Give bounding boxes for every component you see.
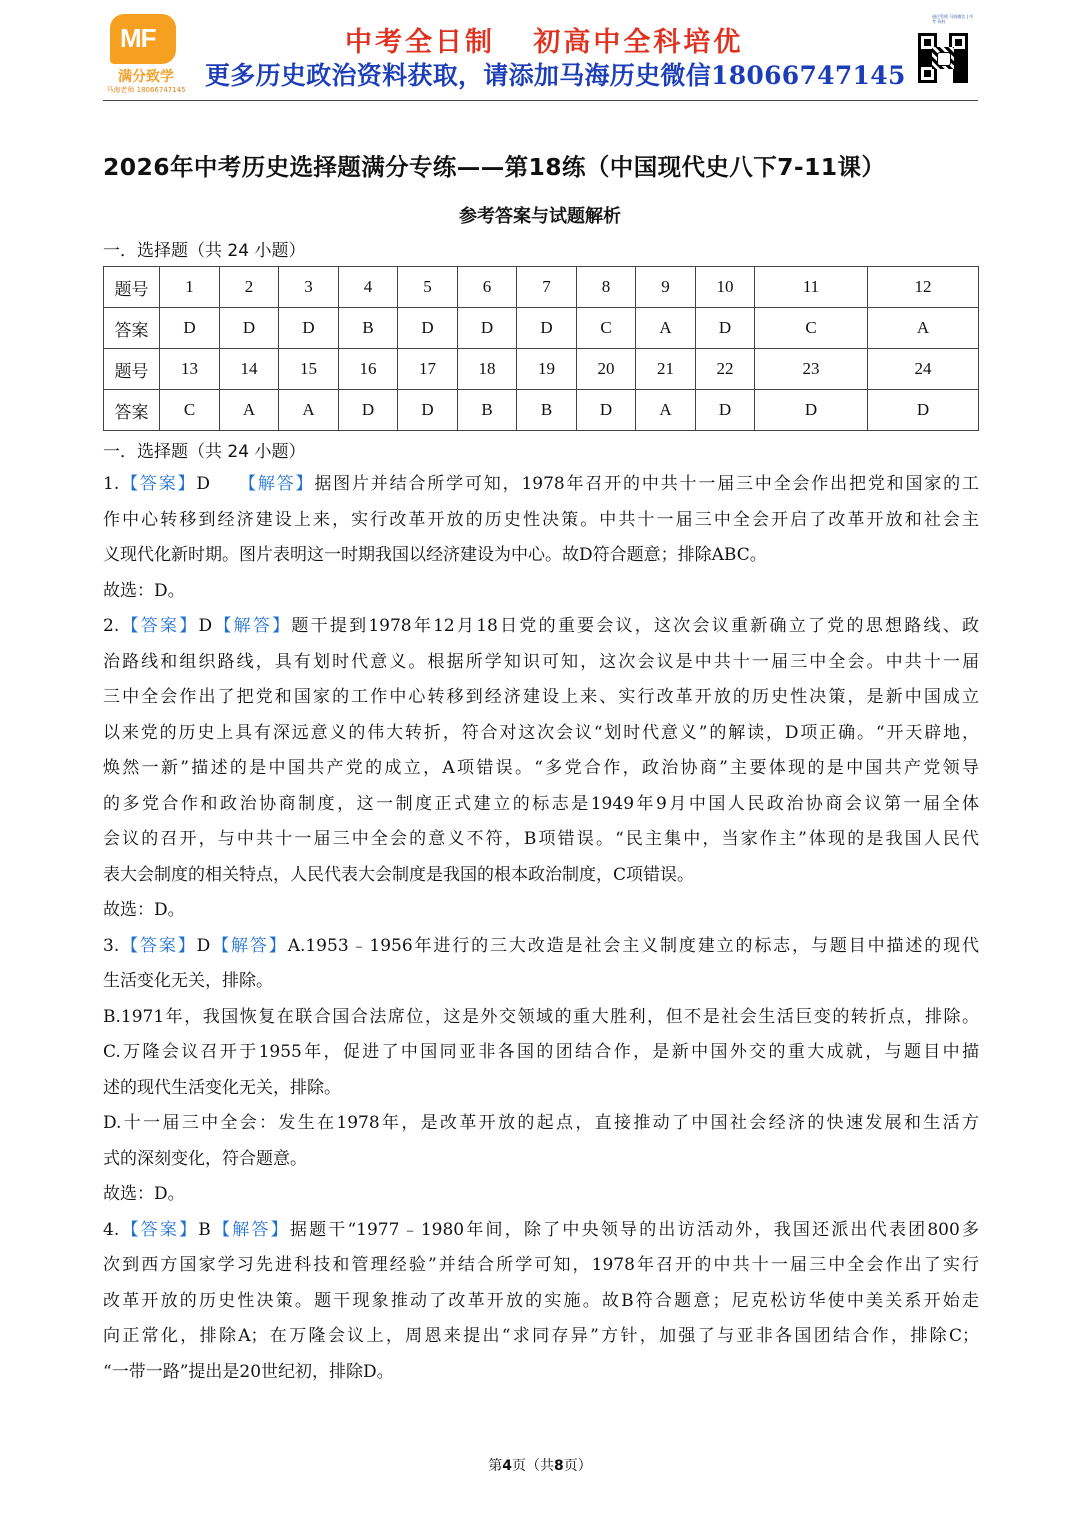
table-row	[104, 390, 979, 431]
row-header: 答案	[104, 390, 160, 431]
section-heading: 一．选择题（共 24 小题）	[103, 241, 306, 261]
question-number: 1.	[103, 474, 120, 494]
analysis-text: 据题干“1977﹣1980年间，除了中央领导的出访活动外，我国还派出代表团800多	[289, 1219, 980, 1240]
logo-mark: MF	[120, 23, 156, 53]
analysis-line: 以来党的历史上具有深远意义的伟大转折，符合对这次会议“划时代意义”的解读，D项正确。“开天辟地，	[103, 722, 979, 743]
answer-table	[103, 266, 979, 431]
question-number: 15	[279, 349, 339, 390]
question-number: 13	[160, 349, 220, 390]
analysis-line: 义现代化新时期。图片表明这一时期我国以经济建设为中心。故D符合题意；排除ABC。	[103, 545, 767, 565]
analysis-body	[103, 467, 979, 1390]
answer-cell: C	[160, 390, 220, 431]
analysis-tag: 【解答】	[210, 1219, 290, 1240]
analysis-line: 会议的召开，与中共十一届三中全会的意义不符，B项错误。“民主集中，当家作主”体现的是我国人民代	[103, 829, 979, 849]
analysis-line: 式的深刻变化，符合题意。	[103, 1148, 307, 1169]
analysis-line: 三中全会作出了把党和国家的工作中心转移到经济建设上来、实行改革开放的历史性决策，是新中国成立	[103, 687, 979, 707]
question-3-line	[103, 929, 979, 965]
answer-letter: D	[196, 474, 211, 494]
conclusion-line: 故选：D。	[103, 580, 185, 601]
answer-cell: A	[279, 390, 339, 431]
question-number: 5	[398, 267, 458, 308]
question-number: 1	[160, 267, 220, 308]
analysis-line: 焕然一新”描述的是中国共产党的成立，A项错误。“多党合作，政治协商”主要体现的是中国共产党领导	[103, 758, 979, 778]
analysis-line: 表大会制度的相关特点，人民代表大会制度是我国的根本政治制度，C项错误。	[103, 864, 695, 885]
answer-cell: C	[577, 308, 636, 349]
question-number: 11	[755, 267, 868, 308]
question-number: 7	[517, 267, 577, 308]
answer-cell: A	[220, 390, 279, 431]
question-number: 8	[577, 267, 636, 308]
answer-cell: A	[636, 390, 696, 431]
answer-cell: A	[636, 308, 696, 349]
analysis-line: 改革开放的历史性决策。题干现象推动了改革开放的实施。故B符合题意；尼克松访华使中美关系开始走	[103, 1290, 979, 1311]
answer-letter: B	[198, 1219, 211, 1240]
page-total: 8	[554, 1458, 564, 1474]
qr-code-icon	[918, 33, 968, 83]
question-1-line	[103, 467, 979, 503]
question-number: 22	[696, 349, 755, 390]
analysis-tag: 【解答】	[210, 935, 288, 956]
brand-logo	[106, 14, 186, 96]
analysis-line: 述的现代生活变化无关，排除。	[103, 1077, 341, 1098]
question-number: 2	[220, 267, 279, 308]
footer-text: 页）	[563, 1458, 592, 1474]
answer-letter: D	[196, 935, 211, 956]
analysis-tag: 【解答】	[212, 616, 292, 636]
header-slogan: 中考全日制 初高中全科培优	[345, 27, 744, 58]
answer-tag: 【答案】	[119, 1219, 199, 1240]
question-number: 23	[755, 349, 868, 390]
answer-cell: B	[517, 390, 577, 431]
answer-cell: D	[398, 390, 458, 431]
page-footer	[0, 1455, 1080, 1475]
question-4-line	[103, 1213, 979, 1249]
question-number: 4	[339, 267, 398, 308]
page-number: 4	[502, 1458, 512, 1474]
conclusion-line: 故选：D。	[103, 1184, 185, 1204]
footer-text: 第	[488, 1458, 503, 1474]
logo-subtext: 马海老师 18066747145	[106, 86, 186, 94]
header-divider	[103, 100, 978, 101]
answer-cell: D	[696, 308, 755, 349]
section-heading-2: 一．选择题（共 24 小题）	[103, 442, 306, 462]
logo-name: 满分致学	[118, 69, 174, 85]
analysis-line: 作中心转移到经济建设上来，实行改革开放的历史性决策。中共十一届三中全会开启了改革开放和社会主	[103, 509, 979, 530]
table-row	[104, 349, 979, 390]
answer-tag: 【答案】	[119, 616, 199, 636]
page-subtitle: 参考答案与试题解析	[459, 206, 621, 227]
question-number: 21	[636, 349, 696, 390]
page-title: 2026年中考历史选择题满分专练——第18练（中国现代史八下7-11课）	[103, 153, 886, 181]
analysis-text: A.1953﹣1956年进行的三大改造是社会主义制度建立的标志，与题目中描述的现代	[287, 935, 980, 956]
analysis-line: C.万隆会议召开于1955年，促进了中国同亚非各国的团结合作，是新中国外交的重大成就，与题目中描	[103, 1042, 979, 1062]
analysis-text: 题干提到1978年12月18日党的重要会议，这次会议重新确立了党的思想路线、政	[291, 616, 979, 636]
page-header	[0, 0, 1080, 100]
answer-tag: 【答案】	[119, 935, 197, 956]
analysis-line: B.1971年，我国恢复在联合国合法席位，这是外交领域的重大胜利，但不是社会生活巨变的转折点，排除。	[103, 1006, 979, 1027]
answer-tag: 【答案】	[119, 474, 197, 494]
answer-cell: D	[160, 308, 220, 349]
analysis-line: 的多党合作和政治协商制度，这一制度正式建立的标志是1949年9月中国人民政治协商会议第一届全体	[103, 793, 979, 814]
answer-cell: D	[696, 390, 755, 431]
analysis-line: “一带一路”提出是20世纪初，排除D。	[103, 1361, 394, 1382]
question-number: 12	[868, 267, 979, 308]
qr-caption: 通过管理 马海微信 | 中考 资料	[932, 14, 974, 24]
answer-cell: A	[868, 308, 979, 349]
question-number: 24	[868, 349, 979, 390]
analysis-line: 生活变化无关，排除。	[103, 971, 273, 991]
question-number: 9	[636, 267, 696, 308]
answer-cell: D	[398, 308, 458, 349]
analysis-tag: 【解答】	[238, 474, 315, 494]
footer-text: 页（共	[512, 1458, 554, 1474]
answer-cell: D	[279, 308, 339, 349]
answer-letter: D	[198, 616, 213, 636]
question-number: 3	[279, 267, 339, 308]
answer-cell: D	[517, 308, 577, 349]
header-contact: 更多历史政治资料获取，请添加马海历史微信18066747145	[205, 61, 906, 90]
wechat-icon	[937, 52, 951, 66]
answer-cell: D	[458, 308, 517, 349]
answer-cell: D	[868, 390, 979, 431]
table-row	[104, 308, 979, 349]
question-number: 4.	[103, 1219, 120, 1240]
analysis-text: 据图片并结合所学可知，1978年召开的中共十一届三中全会作出把党和国家的工	[314, 474, 980, 494]
answer-cell: B	[458, 390, 517, 431]
table-row	[104, 267, 979, 308]
analysis-line: 向正常化，排除A；在万隆会议上，周恩来提出“求同存异”方针，加强了与亚非各国团结合作，排除C；	[103, 1326, 979, 1346]
question-number: 2.	[103, 616, 120, 636]
question-number: 19	[517, 349, 577, 390]
analysis-line: D.十一届三中全会：发生在1978年，是改革开放的起点，直接推动了中国社会经济的快速发展和生活方	[103, 1113, 979, 1133]
answer-cell: D	[220, 308, 279, 349]
answer-cell: B	[339, 308, 398, 349]
question-2-line	[103, 609, 979, 645]
answer-cell: D	[755, 390, 868, 431]
question-number: 3.	[103, 935, 120, 956]
analysis-line: 治路线和组织路线，具有划时代意义。根据所学知识可知，这次会议是中共十一届三中全会。中共十一届	[103, 651, 979, 672]
row-header: 题号	[104, 267, 160, 308]
answer-cell: D	[577, 390, 636, 431]
analysis-line: 次到西方国家学习先进科技和管理经验”并结合所学可知，1978年召开的中共十一届三中全会作出了实行	[103, 1255, 979, 1275]
question-number: 6	[458, 267, 517, 308]
answer-cell: D	[339, 390, 398, 431]
row-header: 答案	[104, 308, 160, 349]
question-number: 10	[696, 267, 755, 308]
question-number: 14	[220, 349, 279, 390]
question-number: 20	[577, 349, 636, 390]
row-header: 题号	[104, 349, 160, 390]
question-number: 18	[458, 349, 517, 390]
question-number: 16	[339, 349, 398, 390]
answer-cell: C	[755, 308, 868, 349]
conclusion-line: 故选：D。	[103, 900, 185, 920]
logo-badge	[110, 14, 176, 64]
question-number: 17	[398, 349, 458, 390]
